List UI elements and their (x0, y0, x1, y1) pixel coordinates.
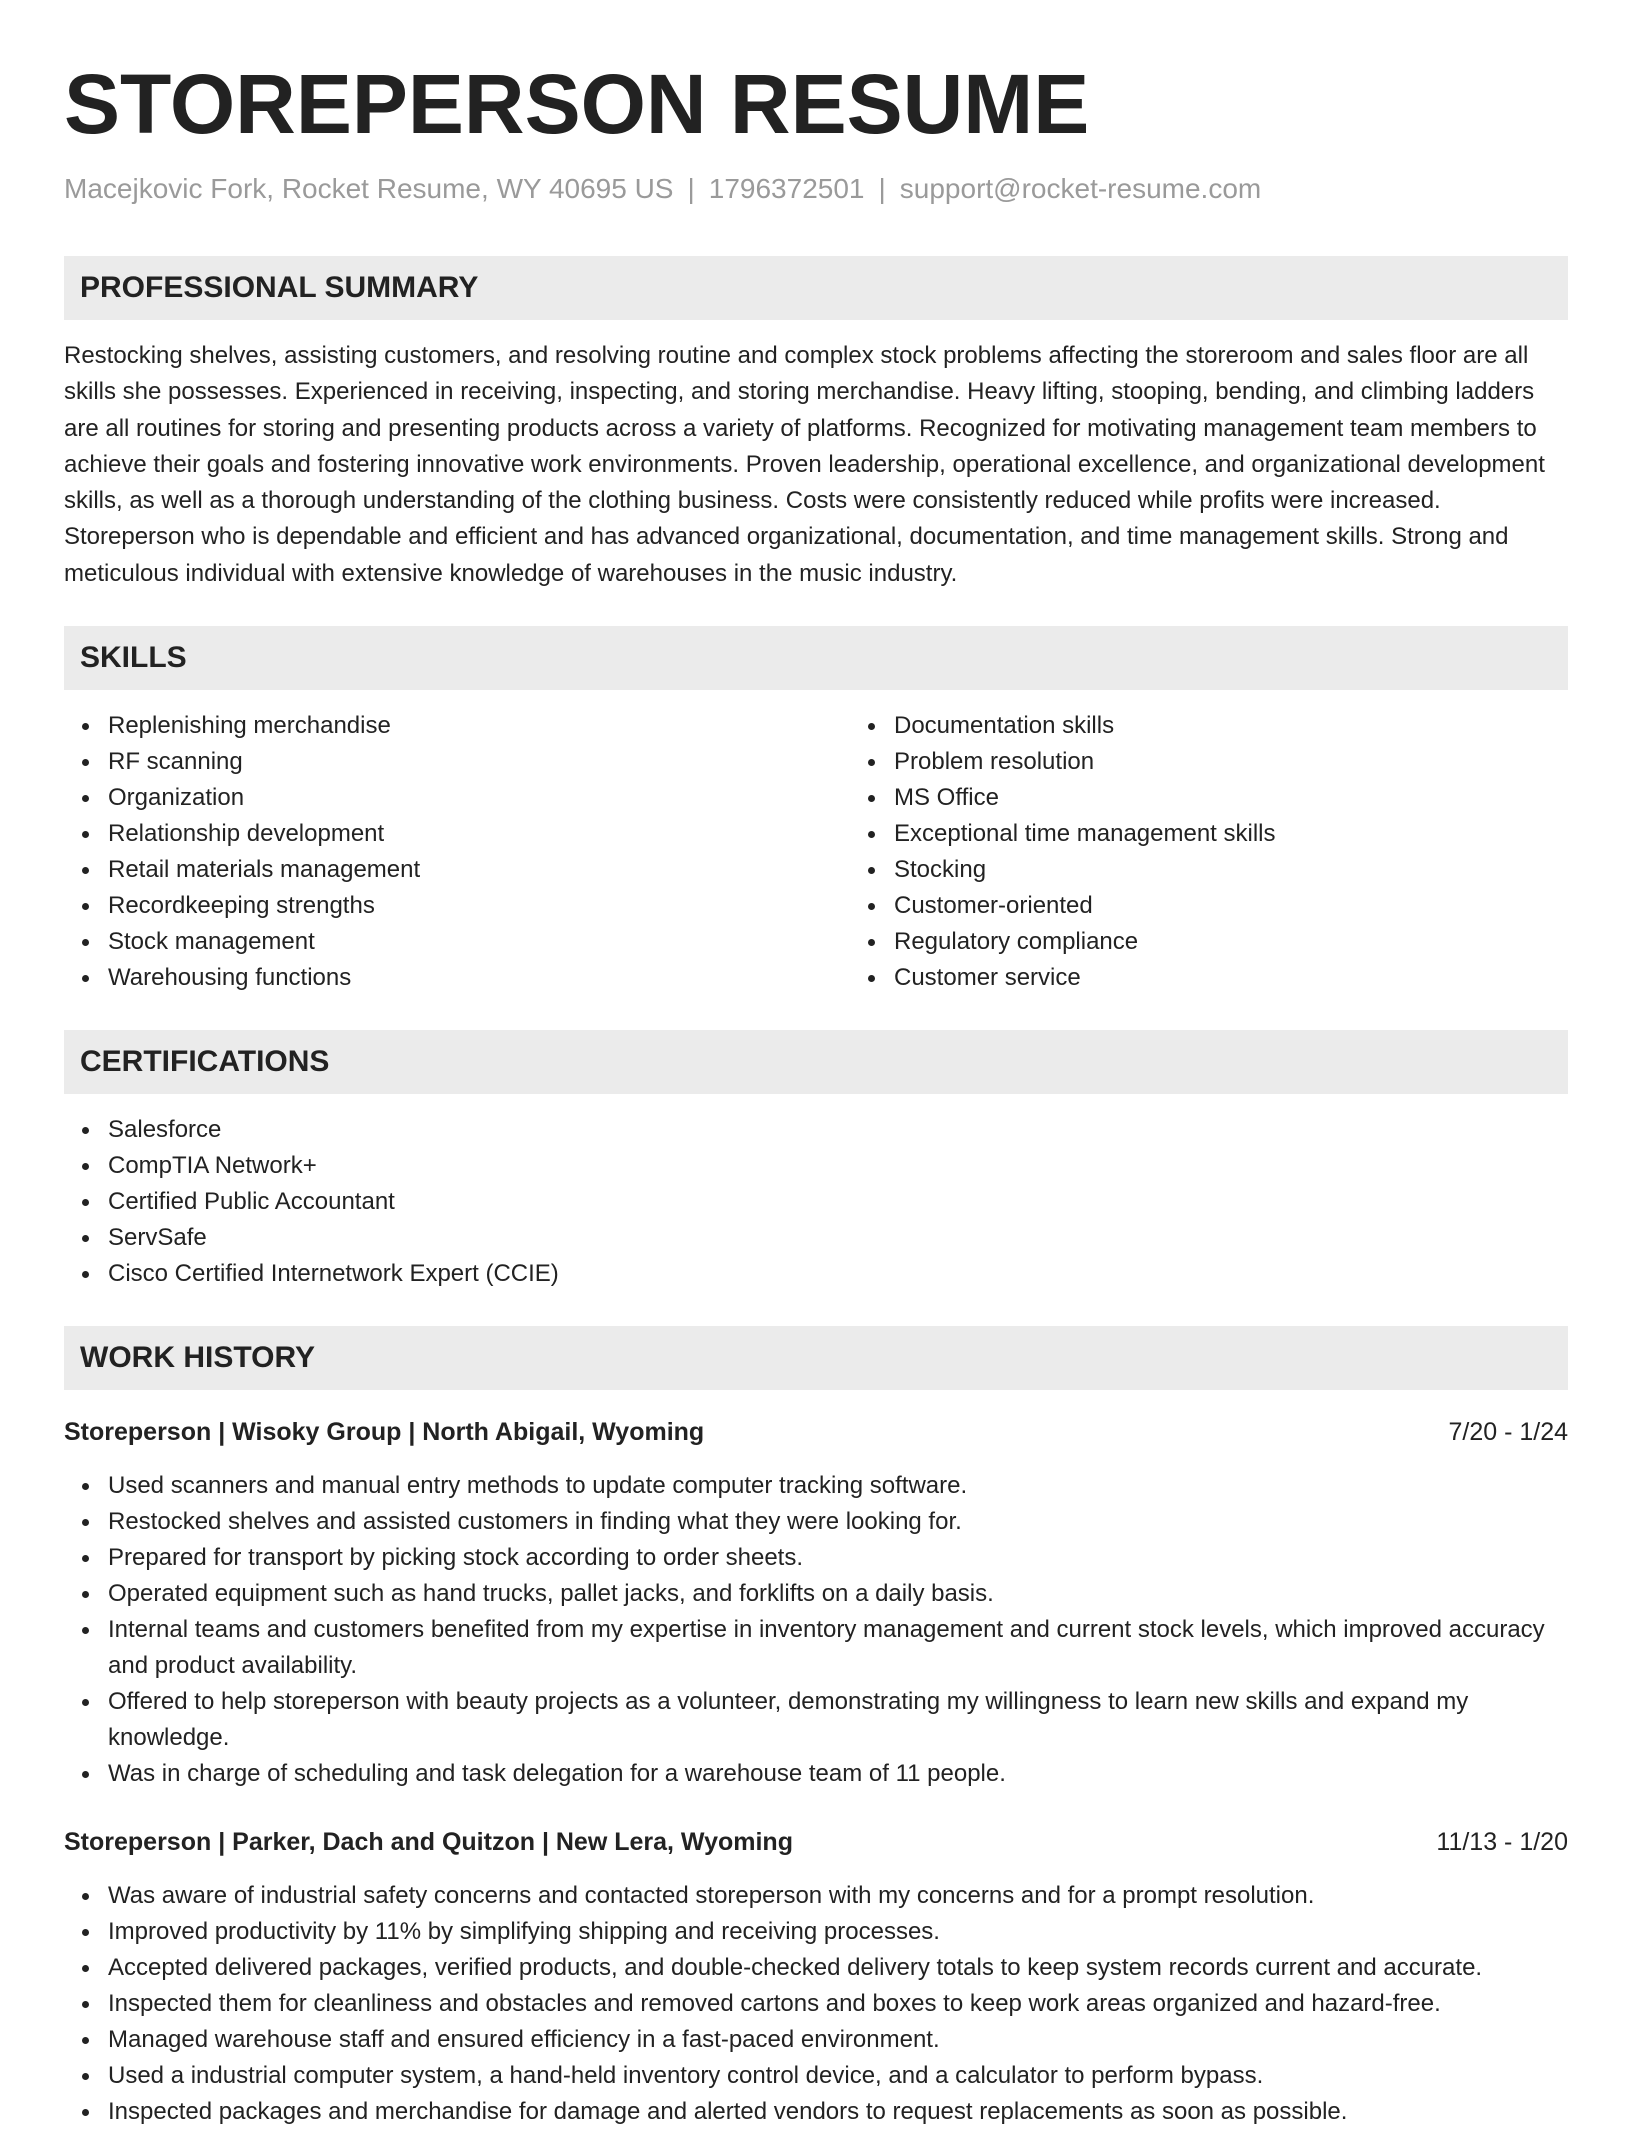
list-item: Was aware of industrial safety concerns and contacted storeperson with my concerns and for a prompt resolution. (108, 1878, 1568, 1914)
list-item: Replenishing merchandise (108, 708, 850, 744)
list-item: Prepared for transport by picking stock according to order sheets. (108, 1540, 1568, 1576)
list-item: Used scanners and manual entry methods to update computer tracking software. (108, 1468, 1568, 1504)
contact-separator: | (687, 173, 695, 204)
contact-email[interactable]: support@rocket-resume.com (899, 173, 1262, 204)
contact-address: Macejkovic Fork, Rocket Resume, WY 40695 US (64, 173, 674, 204)
list-item: Restocked shelves and assisted customers in finding what they were looking for. (108, 1504, 1568, 1540)
list-item: Operated equipment such as hand trucks, pallet jacks, and forklifts on a daily basis. (108, 1576, 1568, 1612)
summary-text: Restocking shelves, assisting customers, and resolving routine and complex stock problems affecting the storeroom and sales floor are all skills she possesses. Experienced in receiving, inspecting, and storing merchandise. Heavy lifting, stooping, bending, and climbing ladders are all routines for storing and presenting products across a variety of platforms. Recognized for motivating management team members to achieve their goals and fostering innovative work environments. Proven leadership, operational excellence, and organizational development skills, as well as a thorough understanding of the clothing business. Costs were consistently reduced while profits were increased. Storeperson who is dependable and efficient and has advanced organizational, documentation, and time management skills. Strong and meticulous individual with extensive knowledge of warehouses in the music industry. (64, 342, 1545, 587)
summary-heading: PROFESSIONAL SUMMARY (64, 256, 1568, 320)
list-item: Customer-oriented (894, 888, 1632, 924)
list-item: Accepted delivered packages, verified products, and double-checked delivery totals to keep system records current and accurate. (108, 1950, 1568, 1986)
job-header (64, 1824, 1568, 1860)
work-history-heading: WORK HISTORY (64, 1326, 1568, 1390)
list-item: Inspected packages and merchandise for damage and alerted vendors to request replacements as soon as possible. (108, 2094, 1568, 2130)
job-dates: 7/20 - 1/24 (1448, 1418, 1568, 1447)
list-item: Recordkeeping strengths (108, 888, 850, 924)
skills-right-list (850, 708, 1632, 996)
list-item: Cisco Certified Internetwork Expert (CCIE) (108, 1256, 1568, 1292)
list-item: Was in charge of scheduling and task delegation for a warehouse team of 11 people. (108, 1756, 1568, 1792)
job-bullets (64, 1878, 1568, 2130)
list-item: Used a industrial computer system, a hand-held inventory control device, and a calculator to perform bypass. (108, 2058, 1568, 2094)
list-item: Customer service (894, 960, 1632, 996)
skills-left-list (64, 708, 850, 996)
job-title: Storeperson | Parker, Dach and Quitzon | New Lera, Wyoming (64, 1828, 793, 1857)
list-item: MS Office (894, 780, 1632, 816)
list-item: CompTIA Network+ (108, 1148, 1568, 1184)
list-item: Warehousing functions (108, 960, 850, 996)
list-item: Stocking (894, 852, 1632, 888)
list-item: Stock management (108, 924, 850, 960)
skills-columns (64, 708, 1568, 996)
skills-heading: SKILLS (64, 626, 1568, 690)
list-item: Relationship development (108, 816, 850, 852)
certifications-heading: CERTIFICATIONS (64, 1030, 1568, 1094)
list-item: Offered to help storeperson with beauty projects as a volunteer, demonstrating my willingness to learn new skills and expand my knowledge. (108, 1684, 1568, 1756)
list-item: Inspected them for cleanliness and obstacles and removed cartons and boxes to keep work areas organized and hazard-free. (108, 1986, 1568, 2022)
list-item: Improved productivity by 11% by simplifying shipping and receiving processes. (108, 1914, 1568, 1950)
contact-separator: | (878, 173, 886, 204)
contact-line (64, 172, 1568, 206)
list-item: Internal teams and customers benefited from my expertise in inventory management and current stock levels, which improved accuracy and product availability. (108, 1612, 1568, 1684)
list-item: ServSafe (108, 1220, 1568, 1256)
certifications-list (64, 1112, 1568, 1292)
job-dates: 11/13 - 1/20 (1436, 1828, 1568, 1857)
job-bullets (64, 1468, 1568, 1792)
list-item: Organization (108, 780, 850, 816)
list-item: Retail materials management (108, 852, 850, 888)
list-item: Managed warehouse staff and ensured efficiency in a fast-paced environment. (108, 2022, 1568, 2058)
list-item: Certified Public Accountant (108, 1184, 1568, 1220)
list-item: Documentation skills (894, 708, 1632, 744)
job-header (64, 1414, 1568, 1450)
list-item: Salesforce (108, 1112, 1568, 1148)
list-item: Regulatory compliance (894, 924, 1632, 960)
contact-phone: 1796372501 (708, 173, 865, 204)
list-item: Exceptional time management skills (894, 816, 1632, 852)
list-item: RF scanning (108, 744, 850, 780)
job-title: Storeperson | Wisoky Group | North Abigail, Wyoming (64, 1418, 705, 1447)
resume-title: STOREPERSON RESUME (64, 57, 1090, 151)
list-item: Problem resolution (894, 744, 1632, 780)
